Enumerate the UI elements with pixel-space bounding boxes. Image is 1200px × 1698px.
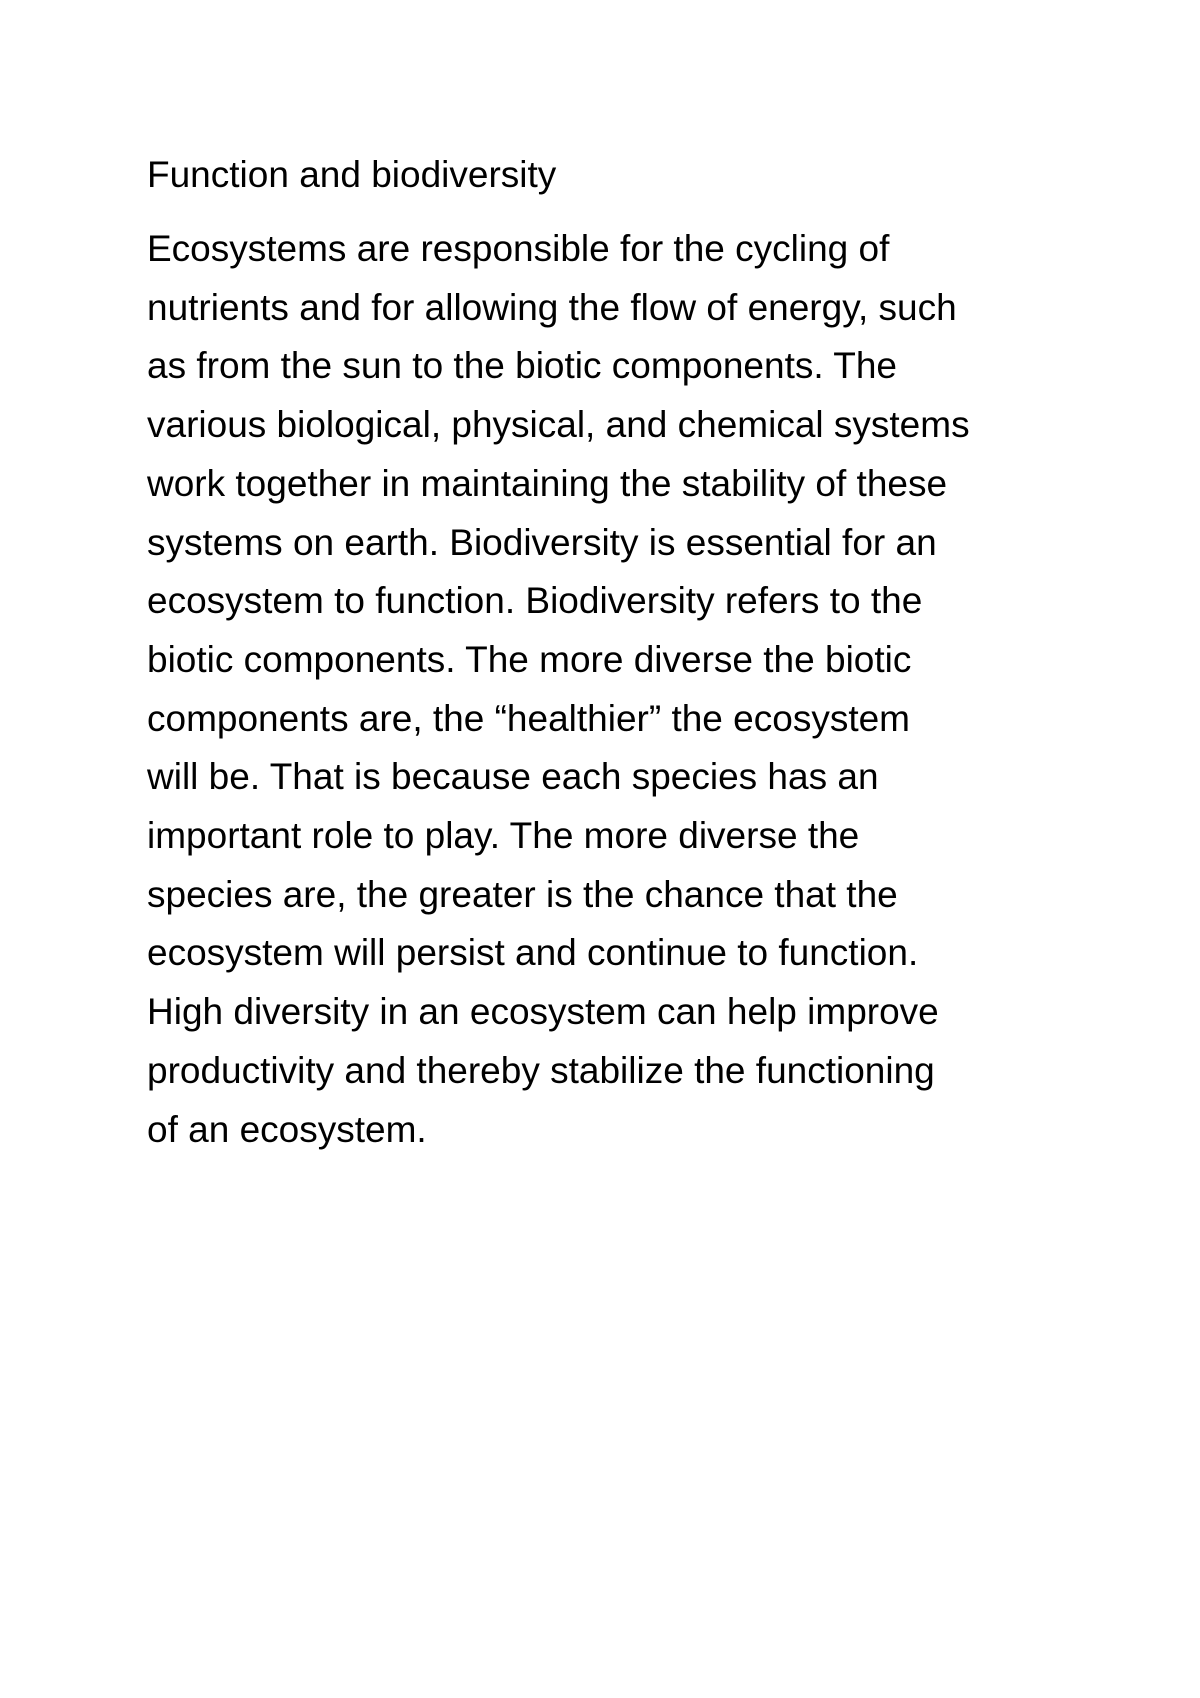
body-line: ecosystem will persist and continue to function. bbox=[147, 932, 919, 974]
body-line: ecosystem to function. Biodiversity refers to the bbox=[147, 580, 923, 622]
body-line: of an ecosystem. bbox=[147, 1108, 427, 1150]
body-line: productivity and thereby stabilize the functioning bbox=[147, 1049, 935, 1091]
body-line: Ecosystems are responsible for the cycling of bbox=[147, 228, 890, 269]
body-line: High diversity in an ecosystem can help improve bbox=[147, 991, 939, 1033]
body-line: species are, the greater is the chance that the bbox=[147, 873, 898, 915]
body-line: biotic components. The more diverse the biotic bbox=[147, 638, 912, 680]
document-body bbox=[147, 220, 1077, 1159]
document-content bbox=[147, 150, 1077, 1159]
body-line: various biological, physical, and chemical systems bbox=[147, 404, 970, 446]
body-line: work together in maintaining the stability of these bbox=[147, 462, 948, 504]
document-title: Function and biodiversity bbox=[147, 154, 557, 195]
body-line: important role to play. The more diverse the bbox=[147, 815, 860, 857]
body-line: will be. That is because each species has an bbox=[147, 756, 879, 798]
body-line: nutrients and for allowing the flow of energy, such bbox=[147, 286, 957, 328]
body-line: as from the sun to the biotic components. The bbox=[147, 345, 898, 387]
body-line: components are, the “healthier” the ecosystem bbox=[147, 697, 910, 739]
body-line: systems on earth. Biodiversity is essential for an bbox=[147, 521, 937, 563]
